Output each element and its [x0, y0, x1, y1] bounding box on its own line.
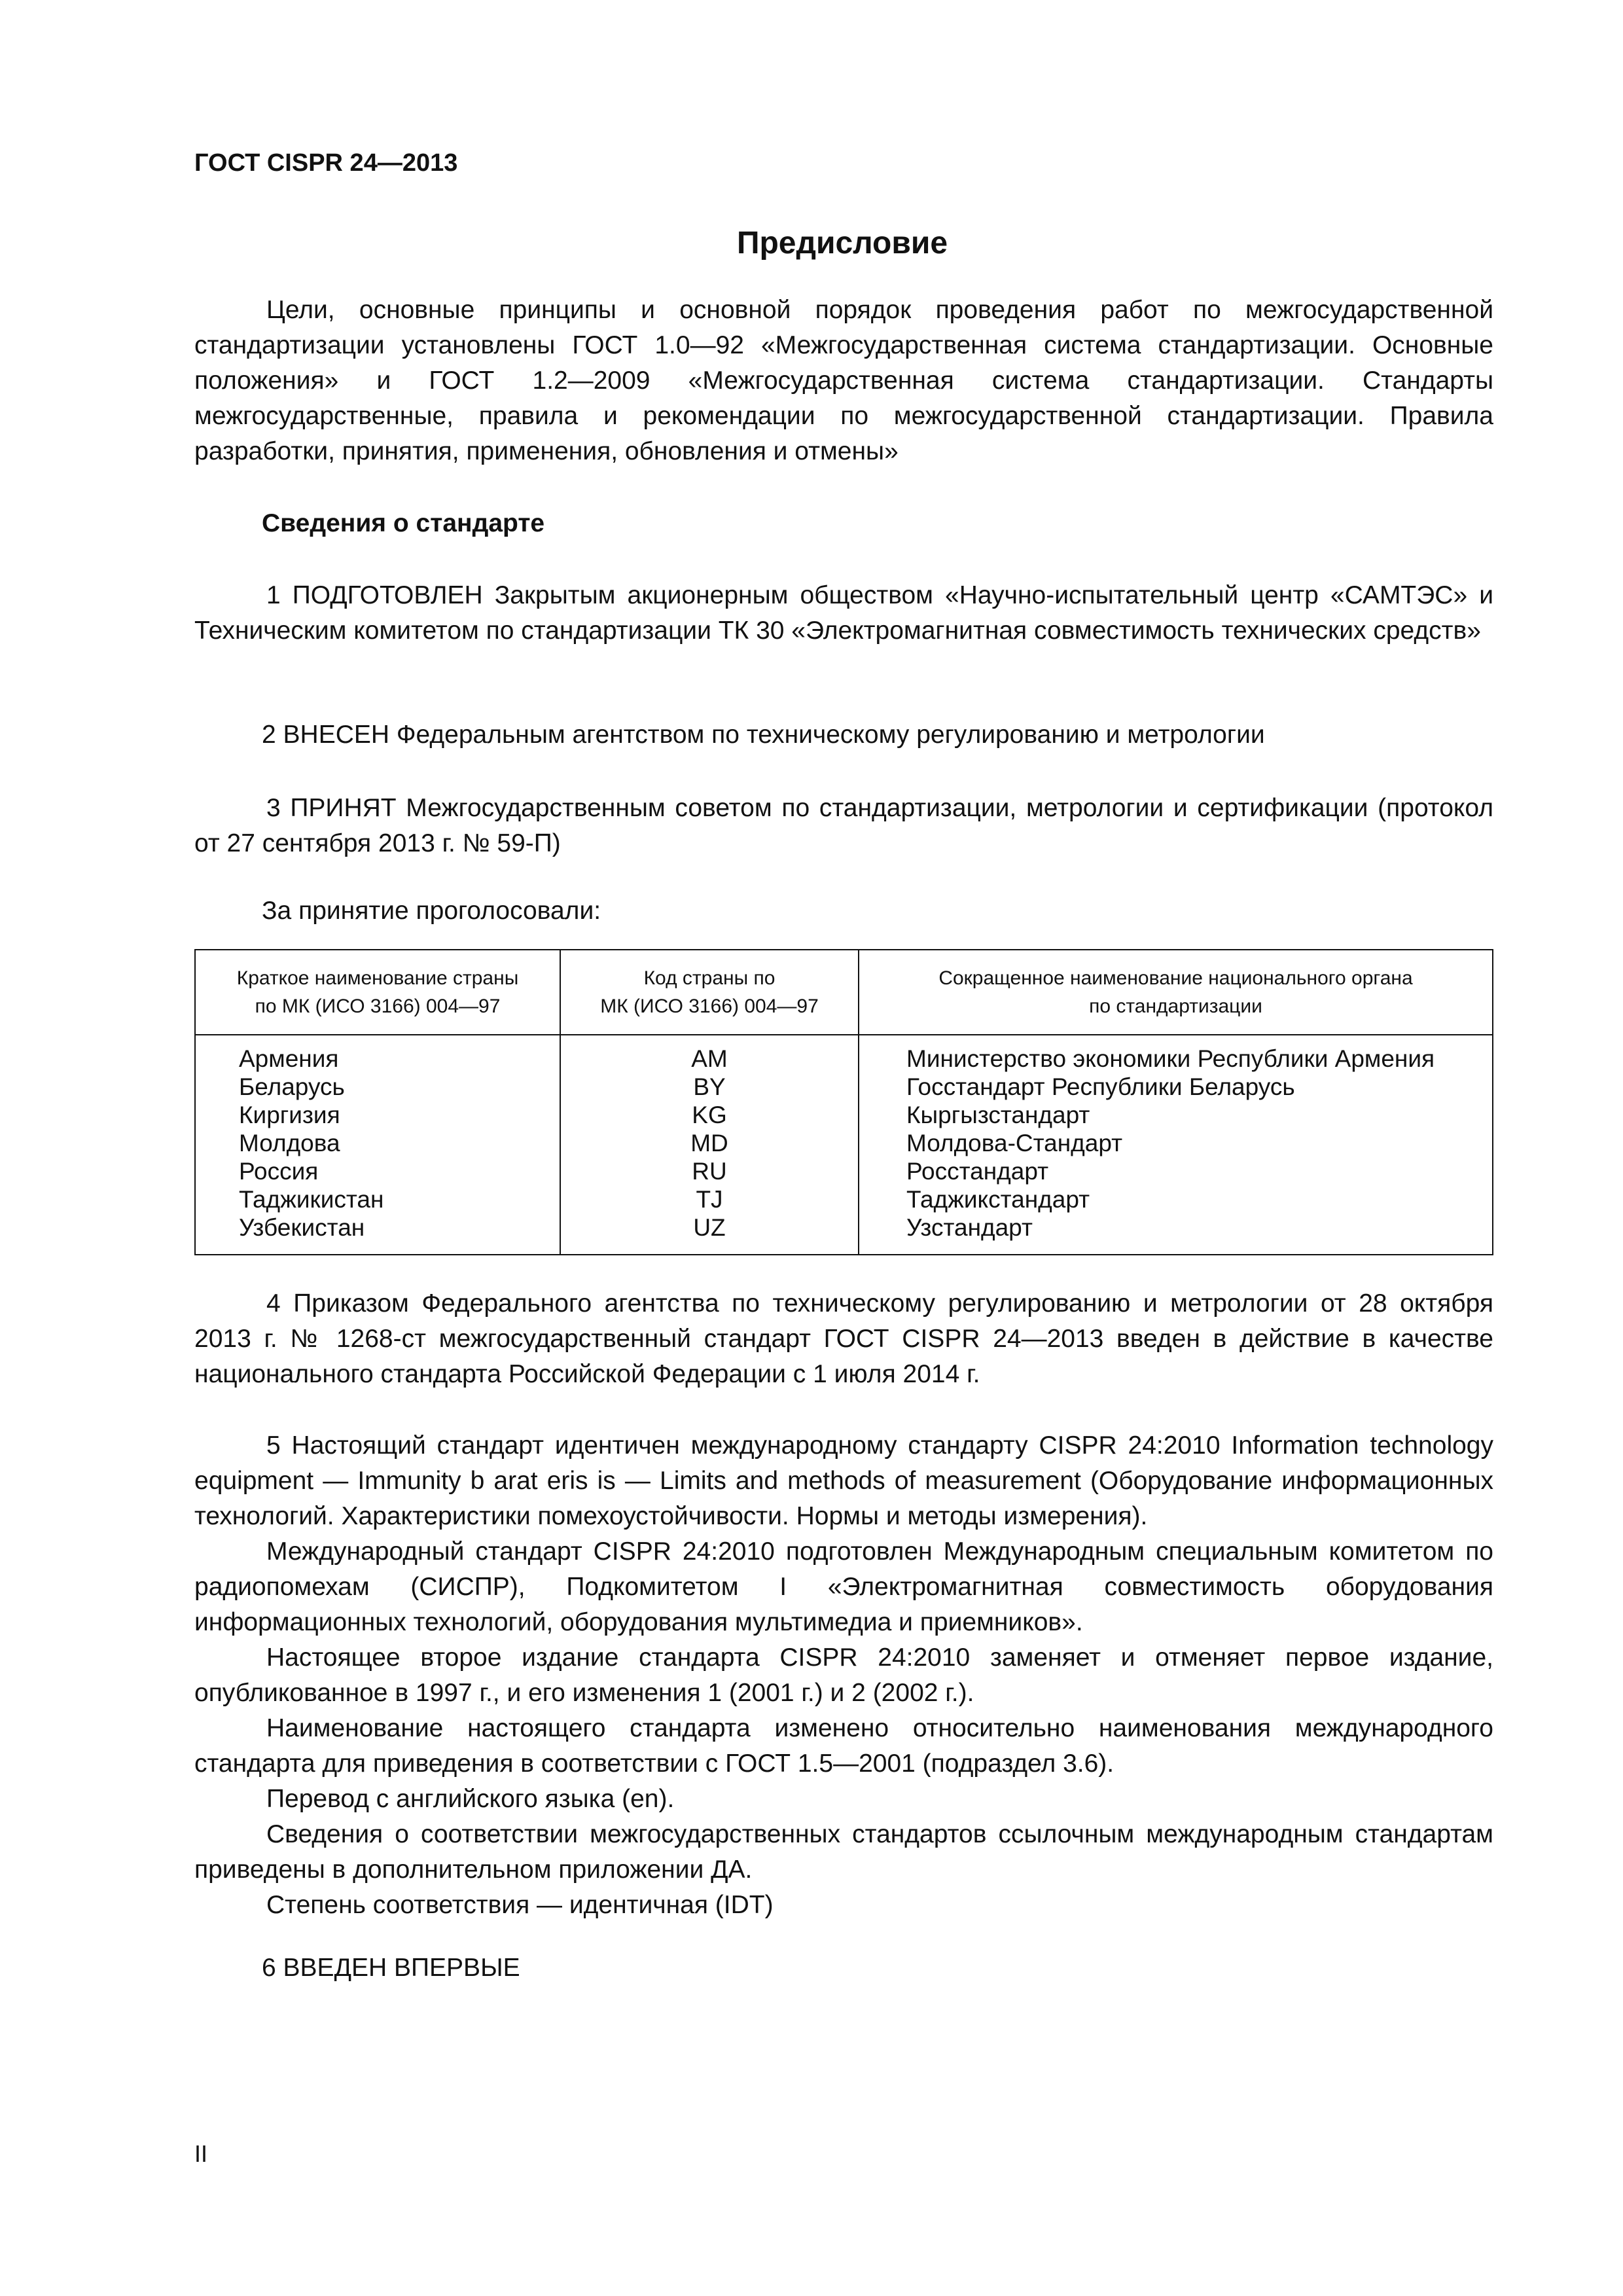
national-body-cell: Молдова-Стандарт [906, 1130, 1123, 1157]
national-body-cell: Таджикстандарт [906, 1186, 1090, 1213]
country-cell: Беларусь [239, 1073, 345, 1100]
item-5-text: 5 Настоящий стандарт идентичен международному стандарту CISPR 24:2010 Information technology equipment — Immunity b arat eris is — Limits and methods of measurement (Оборудование информационных технологий. Характеристики помехоустойчивости. Нормы и методы измерения). [194, 1431, 1493, 1530]
column-header-code: Код страны по МК (ИСО 3166) 004—97 [560, 950, 859, 1035]
intro-text: Цели, основные принципы и основной порядок проведения работ по межгосударственной стандартизации установлены ГОСТ 1.0—92 «Межгосударственная система стандартизации. Основные положения» и ГОСТ 1.2—2009 «Межгосударственная система стандартизации. Стандарты межгосударственные, правила и рекомендации по межгосударственной стандартизации. Правила разработки, принятия, применения, обновления и отмены» [194, 296, 1493, 465]
column-header-national-body: Сокращенное наименование национального органа по стандартизации [859, 950, 1493, 1035]
country-cell: Киргизия [239, 1102, 340, 1128]
national-body-column [859, 1035, 1493, 1255]
item-5-section [194, 1428, 1493, 1923]
table-header-row [195, 950, 1493, 1035]
page-number: II [194, 2140, 208, 2167]
code-cell: AM [691, 1045, 728, 1072]
voting-table [194, 949, 1493, 1255]
item-3-paragraph [194, 791, 1493, 861]
item-5-paragraph: Сведения о соответствии межгосударственных стандартов ссылочным международным стандартам приведены в дополнительном приложении ДА. [194, 1820, 1493, 1884]
page-title: Предисловие [736, 226, 948, 260]
code-cell: KG [692, 1102, 727, 1128]
item-2-text: 2 ВНЕСЕН Федеральным агентством по техническому регулированию и метрологии [262, 721, 1265, 749]
code-column [560, 1035, 859, 1255]
item-4-text: 4 Приказом Федерального агентства по техническому регулированию и метрологии от 28 октября 2013 г. № 1268-ст межгосударственный стандарт ГОСТ CISPR 24—2013 введен в действие в качестве национального стандарта Российской Федерации с 1 июля 2014 г. [194, 1289, 1493, 1388]
code-cell: TJ [696, 1186, 723, 1213]
country-cell: Узбекистан [239, 1214, 365, 1241]
national-body-cell: Кыргызстандарт [906, 1102, 1090, 1128]
national-body-cell: Министерство экономики Республики Армения [906, 1045, 1435, 1072]
item-5-paragraph: Настоящее второе издание стандарта CISPR 24:2010 заменяет и отменяет первое издание, опубликованное в 1997 г., и его изменения 1 (2001 г.) и 2 (2002 г.). [194, 1643, 1493, 1707]
item-6-text: 6 ВВЕДЕН ВПЕРВЫЕ [262, 1954, 520, 1982]
country-column [195, 1035, 560, 1255]
national-body-cell: Узстандарт [906, 1214, 1033, 1241]
item-1-paragraph [194, 578, 1493, 649]
document-header: ГОСТ CISPR 24—2013 [194, 149, 458, 177]
code-cell: BY [693, 1073, 726, 1100]
item-5-paragraph: Международный стандарт CISPR 24:2010 подготовлен Международным специальным комитетом по радиопомехам (СИСПР), Подкомитетом I «Электромагнитная совместимость оборудования информационных технологий, оборудования мультимедиа и приемников». [194, 1537, 1493, 1636]
code-cell: RU [692, 1158, 727, 1185]
item-4-paragraph [194, 1286, 1493, 1392]
voted-label: За принятие проголосовали: [262, 897, 601, 925]
item-5-paragraph: Наименование настоящего стандарта изменено относительно наименования международного стандарта для приведения в соответствии с ГОСТ 1.5—2001 (подраздел 3.6). [194, 1714, 1493, 1778]
table-body-row [195, 1035, 1493, 1255]
national-body-cell: Госстандарт Республики Беларусь [906, 1073, 1295, 1100]
item-1-text: 1 ПОДГОТОВЛЕН Закрытым акционерным обществом «Научно-испытательный центр «САМТЭС» и Техническим комитетом по стандартизации ТК 30 «Электромагнитная совместимость технических средств» [194, 581, 1493, 645]
item-5-paragraph: Перевод с английского языка (en). [266, 1785, 675, 1813]
column-header-country: Краткое наименование страны по МК (ИСО 3166) 004—97 [195, 950, 560, 1035]
code-cell: MD [690, 1130, 728, 1157]
country-cell: Россия [239, 1158, 319, 1185]
item-5-paragraph: Степень соответствия — идентичная (IDT) [266, 1891, 774, 1919]
about-heading: Сведения о стандарте [262, 509, 545, 537]
country-cell: Таджикистан [239, 1186, 384, 1213]
national-body-cell: Росстандарт [906, 1158, 1049, 1185]
country-cell: Армения [239, 1045, 339, 1072]
country-cell: Молдова [239, 1130, 340, 1157]
intro-paragraph [194, 293, 1493, 469]
item-3-text: 3 ПРИНЯТ Межгосударственным советом по стандартизации, метрологии и сертификации (протокол от 27 сентября 2013 г. № 59-П) [194, 794, 1493, 857]
code-cell: UZ [693, 1214, 726, 1241]
